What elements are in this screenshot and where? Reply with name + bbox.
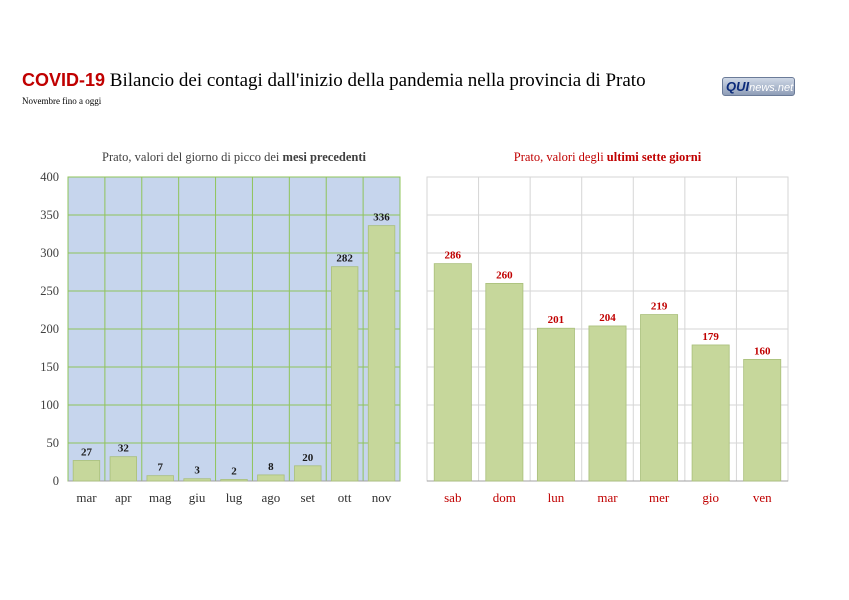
chart-left (40, 150, 400, 505)
data-label: 20 (302, 451, 314, 464)
x-tick-label: lun (547, 490, 565, 505)
data-label: 3 (194, 464, 200, 477)
data-label: 27 (80, 446, 92, 459)
data-label: 160 (753, 345, 771, 358)
logo-news: news.net (749, 82, 794, 94)
bar-nov (368, 226, 395, 481)
x-tick-label: nov (371, 490, 392, 505)
y-tick-label: 0 (52, 474, 59, 488)
bar-mag (147, 476, 174, 481)
panel-title-right (514, 150, 702, 164)
data-label: 32 (117, 442, 129, 455)
x-tick-label: set (300, 490, 316, 505)
chart-subtitle: Novembre fino a oggi (22, 96, 102, 106)
bar-set (294, 466, 321, 481)
x-tick-label: gio (702, 490, 719, 505)
bar-ven (744, 359, 781, 481)
x-tick-label: dom (492, 490, 516, 505)
x-tick-label: sab (444, 490, 462, 505)
data-label: 8 (268, 460, 274, 473)
logo-qui: QUI (726, 79, 750, 94)
bar-mar (73, 460, 100, 481)
bar-apr (110, 457, 137, 481)
bar-dom (486, 283, 523, 481)
x-tick-label: mar (597, 490, 618, 505)
y-tick-label: 400 (40, 170, 59, 184)
data-label: 336 (373, 211, 390, 224)
y-tick-label: 350 (40, 208, 59, 222)
x-tick-label: ven (752, 490, 772, 505)
y-tick-label: 250 (40, 284, 59, 298)
x-tick-label: mag (149, 490, 172, 505)
x-tick-label: giu (188, 490, 206, 505)
data-label: 219 (650, 300, 668, 313)
bar-mer (641, 315, 678, 481)
panel-title-prefix: Prato, valori degli (513, 150, 607, 164)
data-label: 179 (702, 330, 719, 343)
bar-gio (692, 345, 729, 481)
y-tick-label: 50 (46, 436, 59, 450)
bar-ago (258, 475, 285, 481)
data-label: 260 (496, 269, 513, 282)
x-tick-label: mar (76, 490, 97, 505)
y-tick-label: 300 (40, 246, 59, 260)
bar-lun (537, 328, 574, 481)
data-label: 7 (157, 461, 163, 474)
y-tick-label: 150 (40, 360, 59, 374)
title-highlight: COVID-19 (22, 70, 106, 90)
bar-giu (184, 479, 211, 481)
bar-lug (221, 479, 248, 481)
panel-title-bold: mesi precedenti (282, 150, 366, 164)
title-text: Bilancio dei contagi dall'inizio della pandemia nella provincia di Prato (105, 70, 646, 91)
data-label: 282 (336, 252, 353, 265)
panel-title-prefix: Prato, valori del giorno di picco dei (102, 150, 283, 164)
data-label: 204 (599, 311, 616, 324)
x-tick-label: lug (225, 490, 243, 505)
bar-mar (589, 326, 626, 481)
x-tick-label: apr (115, 490, 132, 505)
x-tick-label: mer (648, 490, 670, 505)
y-tick-label: 200 (40, 322, 59, 336)
data-label: 201 (547, 314, 565, 327)
data-label: 286 (444, 249, 462, 262)
chart-right (427, 150, 788, 505)
bar-ott (331, 267, 358, 481)
y-tick-label: 100 (40, 398, 59, 412)
x-tick-label: ott (337, 490, 352, 505)
x-tick-label: ago (261, 490, 281, 505)
bar-sab (434, 264, 471, 481)
data-label: 2 (231, 465, 237, 478)
panel-title-bold: ultimi sette giorni (606, 150, 702, 164)
panel-title-left (102, 150, 366, 164)
